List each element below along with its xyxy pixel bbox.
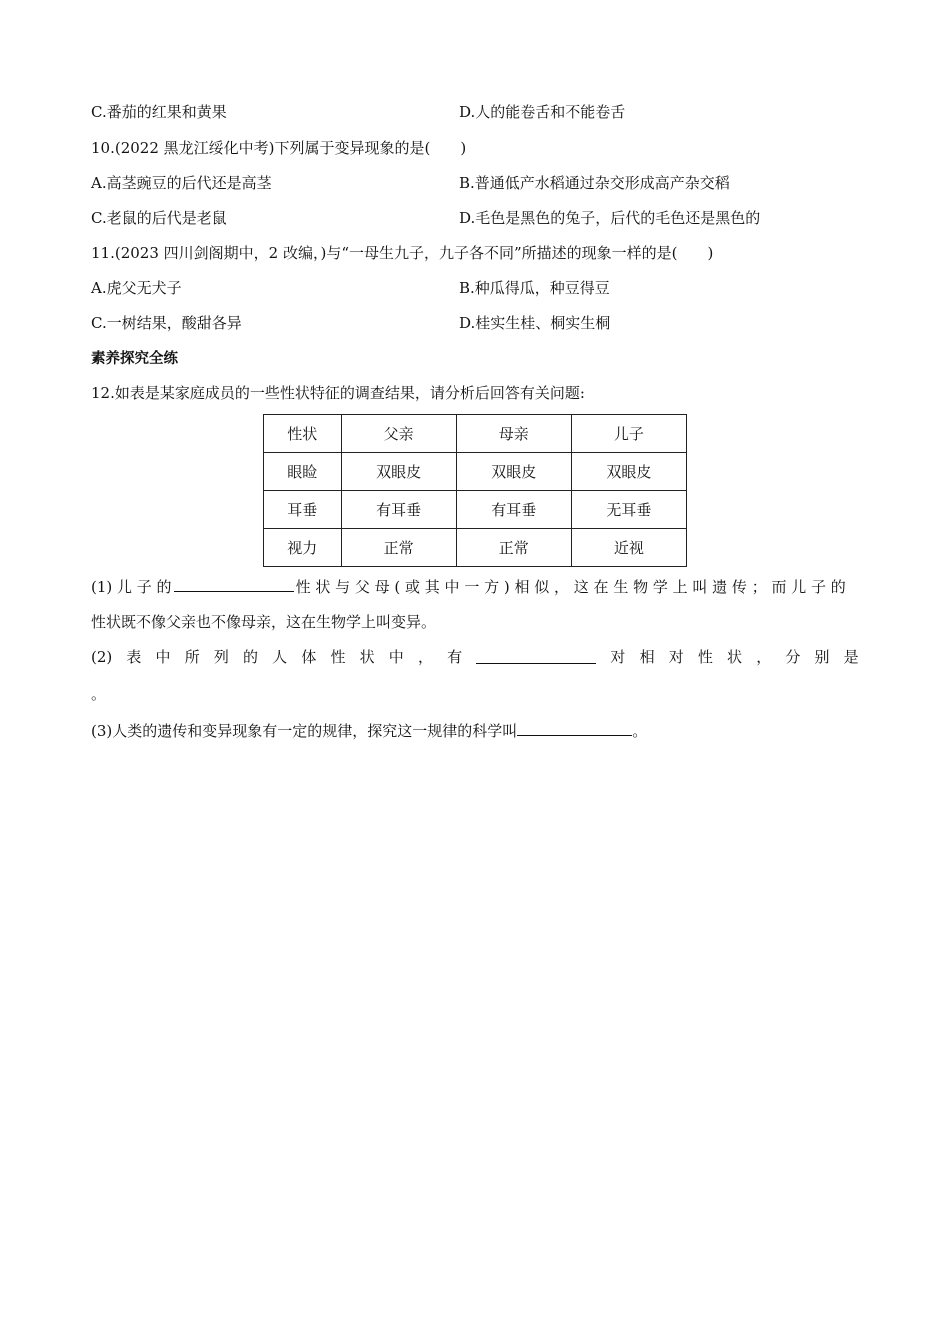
q12-part2-char: 分 (785, 648, 801, 666)
answer-blank-2[interactable] (476, 647, 596, 664)
q12-stem: 12.如表是某家庭成员的一些性状特征的调查结果，请分析后回答有关问题: (91, 384, 585, 402)
q12-part2-char: 相 (639, 648, 655, 666)
q12-part2-char: (2) (91, 648, 113, 666)
table-cell: 正常 (456, 529, 571, 567)
table-cell: 耳垂 (264, 491, 342, 529)
q12-part2-char: 表 (126, 648, 142, 666)
q12-part2-char: ， (417, 648, 433, 666)
table-cell: 视力 (264, 529, 342, 567)
q10-option-c: C.老鼠的后代是老鼠 (91, 209, 227, 227)
table-cell: 眼睑 (264, 453, 342, 491)
q12-part2-char: 的 (243, 648, 259, 666)
table-cell: 双眼皮 (341, 453, 456, 491)
q12-part2-char: 人 (272, 648, 288, 666)
table-cell: 双眼皮 (456, 453, 571, 491)
table-cell: 正常 (341, 529, 456, 567)
q12-part2-char: 性 (330, 648, 346, 666)
q11-stem: 11.(2023 四川剑阁期中，2 改编，)与“一母生九子，九子各不同”所描述的现象一样的是( ) (91, 244, 714, 262)
q12-part2-char: 体 (301, 648, 317, 666)
q12-part2-char: 有 (447, 648, 463, 666)
q12-part2-line (91, 647, 859, 667)
q12-part3-end: 。 (632, 722, 648, 740)
q12-part2-char: 是 (843, 648, 859, 666)
q12-part2-char: 对 (668, 648, 684, 666)
table-cell: 无耳垂 (571, 491, 686, 529)
table-cell: 有耳垂 (341, 491, 456, 529)
q12-part2-end: 。 (91, 685, 107, 703)
table-cell: 近视 (571, 529, 686, 567)
q12-part2-char: 中 (388, 648, 404, 666)
q12-part2-char: 性 (697, 648, 713, 666)
table-row (264, 529, 687, 567)
q11-option-d: D.桂实生桂、桐实生桐 (459, 314, 611, 332)
q9-option-c: C.番茄的红果和黄果 (91, 103, 227, 121)
table-row (264, 453, 687, 491)
q12-part2-char: 所 (184, 648, 200, 666)
q12-part1-line2: 性状既不像父亲也不像母亲，这在生物学上叫变异。 (91, 613, 437, 631)
q12-part2-char: 对 (610, 648, 626, 666)
q10-stem: 10.(2022 黑龙江绥化中考)下列属于变异现象的是( ) (91, 139, 467, 157)
table-header-cell: 儿子 (571, 415, 686, 453)
q12-part1-text-b: 性 状 与 父 母 ( 或 其 中 一 方 ) 相 似 ， 这 在 生 物 学 上 叫 遗 传 ； 而 儿 子 的 (295, 578, 846, 596)
q11-option-a: A.虎父无犬子 (91, 279, 182, 297)
q12-part2-char: 状 (727, 648, 743, 666)
section-title: 素养探究全练 (91, 351, 178, 367)
q10-option-b: B.普通低产水稻通过杂交形成高产杂交稻 (459, 174, 730, 192)
table-header-cell: 性状 (264, 415, 342, 453)
answer-blank-1[interactable] (174, 575, 294, 592)
q12-part3-line (91, 719, 647, 741)
q12-part1-text-a: (1) 儿 子 的 (91, 578, 172, 596)
table-cell: 双眼皮 (571, 453, 686, 491)
table-header-row (264, 415, 687, 453)
answer-blank-3[interactable] (517, 719, 632, 736)
survey-table (263, 414, 687, 567)
q12-part2-char: ， (756, 648, 772, 666)
table-row (264, 491, 687, 529)
q12-part2-char: 列 (213, 648, 229, 666)
table-header-cell: 父亲 (341, 415, 456, 453)
q12-part3-text: (3)人类的遗传和变异现象有一定的规律，探究这一规律的科学叫 (91, 722, 518, 740)
q10-option-a: A.高茎豌豆的后代还是高茎 (91, 174, 272, 192)
table-header-cell: 母亲 (456, 415, 571, 453)
q9-option-d: D.人的能卷舌和不能卷舌 (459, 103, 626, 121)
table-cell: 有耳垂 (456, 491, 571, 529)
q12-part2-char: 状 (359, 648, 375, 666)
q12-part1-line1 (91, 575, 859, 597)
q11-option-c: C.一树结果，酸甜各异 (91, 314, 242, 332)
q10-option-d: D.毛色是黑色的兔子，后代的毛色还是黑色的 (459, 209, 761, 227)
q11-option-b: B.种瓜得瓜，种豆得豆 (459, 279, 610, 297)
q12-part2-char: 中 (155, 648, 171, 666)
q12-part2-char: 别 (814, 648, 830, 666)
